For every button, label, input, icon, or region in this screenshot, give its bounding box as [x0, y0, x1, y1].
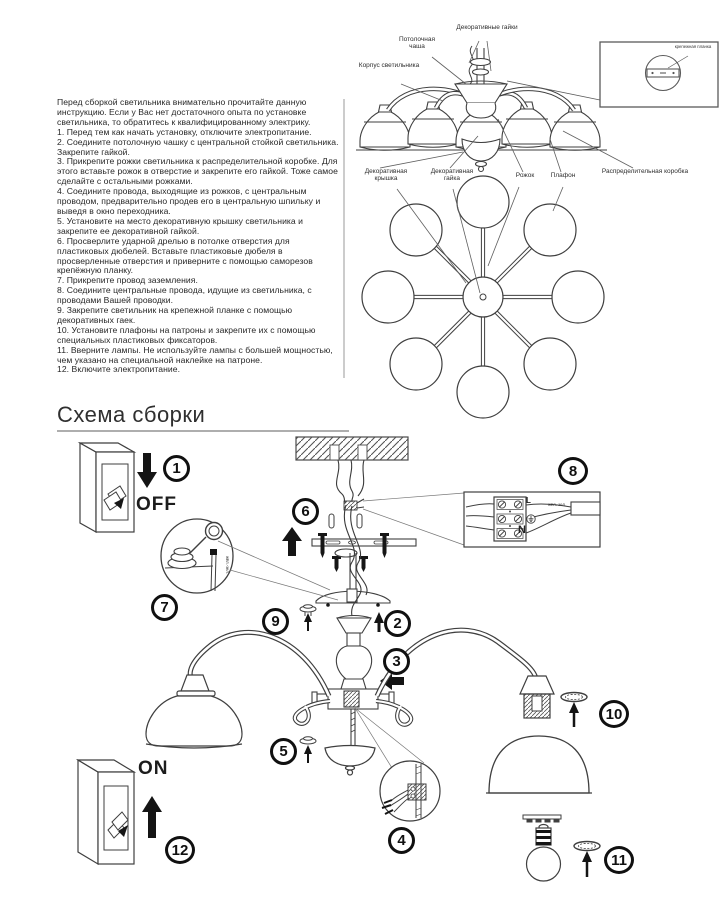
instruction-step: 12. Включите электропитание.	[57, 364, 181, 375]
instruction-step: 4. Соедините провода, выходящие из рожков, с центральным проводом, предварительно продев его в центральную шпильку и выведя в окно переходника.	[57, 186, 321, 216]
label-arm: Рожок	[515, 172, 535, 179]
ceiling-wires	[337, 460, 364, 510]
off-switch-drawing	[80, 443, 134, 532]
label-decorative-nuts: Декоративные гайки	[456, 24, 518, 31]
label-leaders	[380, 41, 633, 293]
step-circle-1: 1	[163, 455, 190, 482]
instruction-step: 1. Перед тем как начать установку, отключите электропитание.	[57, 126, 312, 137]
chandelier-top-view	[362, 176, 604, 418]
magnify-leaders-7	[218, 541, 338, 600]
ceiling-drawing	[296, 437, 408, 460]
instruction-step: 5. Установите на место декоративную крышку светильника и закрепите ее декоративной гайкой.	[57, 215, 304, 236]
step-circle-4: 4	[388, 827, 415, 854]
terminal-n-label: N	[518, 524, 526, 536]
arrow-step2	[374, 612, 384, 632]
fixator-ring-10	[561, 693, 587, 702]
ground-wire-color-label: жёл.-зел.	[225, 556, 230, 574]
label-decorative-cover: Декоративная крышка	[364, 168, 408, 183]
instruction-step: 9. Закрепите светильник на крепежной планке с помощью декоративных гаек.	[57, 305, 293, 325]
label-shade: Плафон	[550, 172, 576, 179]
arrow-step12	[142, 796, 162, 838]
instruction-step: 3. Прикрепите рожки светильника к распределительной коробке. Для этого вставьте рожок в отверстие и закрепите его гайкой. Тоже самое сделайте с остальными рожками.	[57, 156, 338, 187]
on-label: ON	[138, 758, 169, 779]
arrow-step6	[282, 527, 302, 556]
canopy-drawing	[316, 549, 390, 607]
ground-wire-detail	[161, 519, 233, 593]
decorative-nut-icon-5	[300, 737, 316, 744]
step-circle-10: 10	[599, 700, 629, 728]
arrow-step10	[569, 702, 579, 727]
label-body: Корпус светильника	[358, 62, 420, 69]
instruction-step: 10. Установите плафоны на патроны и закрепите их с помощью специальных пластиковых фиксаторов.	[57, 324, 316, 345]
junction-wire-color-label: жёл.-зел.	[547, 502, 567, 507]
bulb-drawing	[527, 825, 561, 882]
step-circle-12: 12	[165, 836, 195, 864]
arrow-step5	[304, 745, 312, 763]
label-ceiling-cup: Потолочная чаша	[399, 36, 435, 51]
mounting-plate-box	[507, 42, 718, 107]
junction-box-detail	[464, 492, 600, 547]
arrow-step1	[137, 453, 157, 488]
mounting-strip	[312, 539, 416, 546]
on-switch-drawing	[78, 760, 134, 864]
fixator-ring-11	[574, 842, 600, 851]
step-circle-2: 2	[384, 610, 411, 637]
terminal-l-label: L	[526, 496, 531, 505]
step-circle-11: 11	[604, 846, 634, 874]
step-circle-8: 8	[558, 457, 588, 485]
dome-shade	[486, 736, 592, 793]
bottom-cup	[325, 746, 375, 776]
fixator-strip	[523, 815, 561, 822]
step-circle-5: 5	[270, 738, 297, 765]
magnify-leaders-8	[363, 493, 464, 545]
label-junction-box: Распределительная коробка	[601, 168, 689, 175]
instruction-step: 8. Соедините центральные провода, идущие из светильника, с проводами Вашей проводки.	[57, 285, 312, 306]
assembly-title: Схема сборки	[57, 402, 206, 427]
label-decorative-nut: Декоративная гайка	[430, 168, 474, 183]
step-circle-7: 7	[151, 594, 178, 621]
instruction-step: 11. Вверните лампы. Не используйте лампы с большей мощностью, чем указано на специальной наклейке на патроне.	[57, 344, 333, 365]
step-circle-3: 3	[383, 648, 410, 675]
label-mounting-plate: крепежная планка	[674, 44, 712, 49]
instruction-step: 2. Соедините потолочную чашку с центральной стойкой светильника. Закрепите гайкой.	[57, 136, 339, 157]
instruction-intro: Перед сборкой светильника внимательно прочитайте данную инструкцию. Если у Вас нет достаточного опыта по установке светильника, то обратитесь к квалифицированному электрику.	[57, 97, 311, 127]
step-circle-6: 6	[292, 498, 319, 525]
right-socket	[520, 676, 554, 718]
instruction-step: 6. Просверлите ударной дрелью в потолке отверстия для пластиковых дюбелей. Вставьте пластиковые дюбеля в просверленные отверстия и приверните с помощью саморезов крепёжную планку.	[57, 235, 313, 276]
left-shade	[146, 675, 242, 748]
off-label: OFF	[136, 494, 177, 515]
arrow-step11	[582, 851, 592, 877]
wire-connection-detail	[380, 761, 440, 821]
instruction-text	[57, 98, 343, 375]
instruction-step: 7. Прикрепите провод заземления.	[57, 275, 198, 286]
step-circle-9: 9	[262, 608, 289, 635]
